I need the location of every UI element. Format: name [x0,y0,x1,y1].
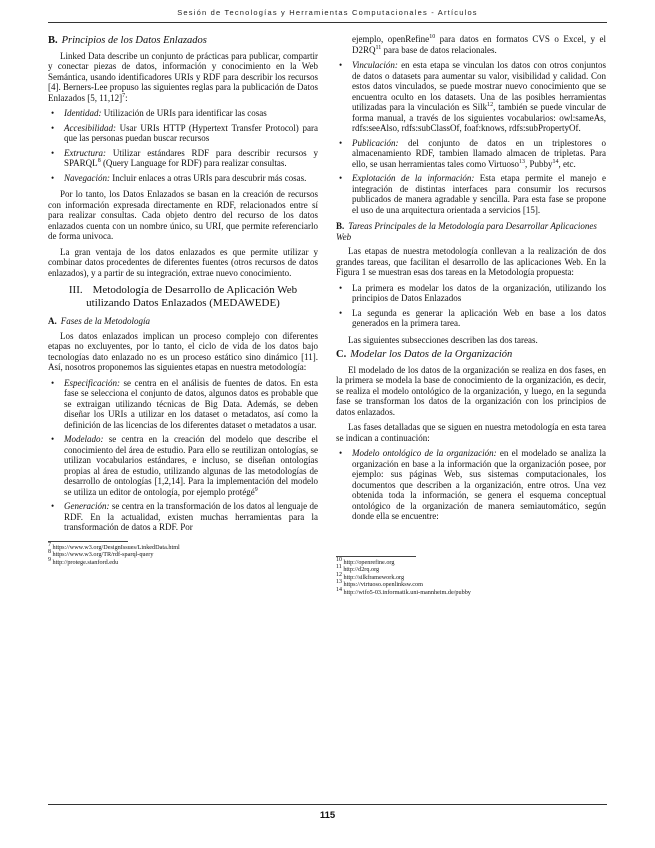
section-c-heading: C. Modelar los Datos de la Organización [336,349,513,360]
footer-rule [48,804,607,805]
running-header [48,8,607,28]
list-item: • Publicación: del conjunto de datos en un triplestores o almacenamiento RDF, tambien llamado almacen de tripletas. Para ello, se usan herramientas tales como Virtuoso$^{13}$, Pubby$^{14}$, etc. [339,137,606,169]
list-item: • Accesibilidad: Usar URIs HTTP (Hypertext Transfer Protocol) para que las personas puedan buscar recursos [51,122,318,143]
list-item: • Modelado: se centra en la creación del modelo que describe el conocimiento del área de estudio. Para ello se reutilizan ontologías, se utilizan vocabularios estándares, e incluso, se diseñan ontologías propias al área de estudio, utilizando algunas de las metodologías de desarrollo de ontologías [1,2,14]. Para la implementación del modelo se utiliza un editor de ontología, por ejemplo protégé$^9$ [51,434,318,497]
footnote: $^7$ https://www.w3.org/DesignIssues/LinkedData.html [48,541,180,551]
paragraph: Las fases detalladas que se siguen en nuestra metodología en esta tarea se indican a continuación: [336,422,606,443]
list-item: • Modelo ontológico de la organización: en el modelado se analiza la organización en base a la información que la organización posee, por ejemplo: sus páginas Web, sus sistemas computacionales, los documentos que describen a la organización, entre otros. Una vez obtenida toda la información, se genera el esquema conceptual ontológico de la organización de manera semiautomático, según donde ella se encuentre: [339,448,606,521]
footnote: $^{10}$ http://openrefine.org [336,556,395,566]
paragraph: Las etapas de nuestra metodología conllevan a la realización de dos grandes tareas, que facilitan el desarrollo de las aplicaciones Web. En la Figura 1 se muestran esas dos tareas en la Metodología propuesta: [336,246,606,277]
paragraph: Por lo tanto, los Datos Enlazados se basan en la creación de recursos con información expresada directamente en RDF, relacionados entre sí para realizar consultas. Cada objeto dentro del recurso de los datos enlazados cuenta con un nombre único, su URI, que permite referenciarlo de forma univoca. [48,189,318,241]
footnote: $^8$ https://www.w3.org/TR/rdf-sparql-query [48,549,154,559]
section-a-heading: A. Fases de la Metodología [48,316,150,326]
phases-list-continued [336,60,606,215]
list-item: • La segunda es generar la aplicación Web en base a los datos generados en la primera tarea. [339,307,606,328]
footnote: $^{12}$ http://silkframework.org [336,571,405,581]
footnote-rule [336,556,416,557]
header-text: Sesión de Tecnologías y Herramientas Computacionales - Artículos [177,8,478,17]
section-iii-heading: III. Metodología de Desarrollo de Aplicación Web utilizando Datos Enlazados (MEDAWEDE) [68,284,298,309]
paragraph: El modelado de los datos de la organización se realiza en dos fases, en la primera se modela la base de conocimiento de la organización, es decir, se realiza el modelo ontológico de la organización, y luego, en la segunda fase se transforman los datos de la organización con los principios de datos enlazados. [336,364,606,417]
right-column [336,34,606,596]
footnote-rule [48,541,128,542]
section-b2-heading: B. Tareas Principales de la Metodología para Desarrollar Aplicaciones Web [336,221,597,242]
continued-text: ejemplo, openRefine$^{10}$ para datos en formatos CVS o Excel, y el D2RQ$^{11}$ para base de datos relacionales. [352,34,606,55]
model-list [336,448,606,522]
paragraph: Las siguientes subsecciones describen las dos tareas. [348,334,538,345]
rules-list [48,108,318,183]
list-item: • Identidad: Utilización de URIs para identificar las cosas [51,108,267,118]
list-item: • Navegación: Incluir enlaces a otras URIs para descubrir más cosas. [51,172,307,183]
paragraph: Linked Data describe un conjunto de prácticas para publicar, compartir y conectar piezas de datos, información y conocimiento en la Web Semántica, usando identificadores URIs y RDF para describir los recursos [4]. Berners-Lee propuso las siguientes reglas para la publicación de Datos Enlazados [5, 11,12]$^7$: [48,50,318,103]
footnote: $^{13}$ https://virtuoso.openlinksw.com [336,579,423,589]
paragraph: Los datos enlazados implican un proceso complejo con diferentes etapas no excluyentes, por lo tanto, el ciclo de vida de los datos bajo tecnologías dato enlazado no es un proceso estático sino dinámico [11]. Así, nosotros proponemos las siguientes etapas en nuestra metodología: [48,330,318,372]
footnote: $^9$ http://protege.stanford.edu [48,556,119,566]
phases-list [48,378,318,533]
left-column [48,34,318,566]
tasks-list [336,283,606,329]
list-item: • Especificación: se centra en el análisis de fuentes de datos. En esta fase se selecciona el conjunto de datos, algunos datos es probable que se extraigan utilizando técnicas de Big Data. Además, se deben diseñar los URIs a utilizar en los dataset o metadatos, así como la definición de las licencias de los diferentes dataset o metadatos a usar. [51,377,318,430]
list-item: • Vinculación: en esta etapa se vinculan los datos con otros conjuntos de datos o datasets para aumentar su valor, visibilidad y calidad. Con estos datos vinculados, se puede mostrar nuevo conocimiento que se encuentra oculto en los datasets. Una de las posibles herramientas utilizadas para la vinculación es Silk$^{12}$, también se puede vincular de forma manual, a través de los siguientes vocabularios: owl:sameAs, rdfs:seeAlso, rdfs:subClassOf, foaf:knows, rdfs:subPropertyOf. [339,60,606,133]
list-item: • La primera es modelar los datos de la organización, utilizando los principios de Datos Enlazados [339,282,606,303]
footnote: $^{14}$ http://wifo5-03.informatik.uni-mannheim.de/pubby [336,586,471,596]
section-b-heading: B. Principios de los Datos Enlazados [48,35,207,46]
list-item: • Extructura: Utilizar estándares RDF para describir recursos y SPARQL$^8$ (Query Language for RDF) para realizar consultas. [51,147,318,168]
list-item: • Generación: se centra en la transformación de los datos al lenguaje de RDF. En la actualidad, existen muchas herramientas para la transformación de datos a RDF. Por [51,501,318,532]
list-item: • Explotación de la información: Esta etapa permite el manejo e integración de distintas interfaces para consumir los recursos publicados de manera agradable y sencilla. Para esta fase se propone el uso de una arquitectura orientada a servicios [15]. [339,173,606,215]
header-rule [48,22,607,23]
paragraph: La gran ventaja de los datos enlazados es que permite utilizar y combinar datos procedentes de diferentes fuentes (otros recursos de datos enlazados), y a partir de su integración, extrae nuevo conocimiento. [48,246,318,278]
page-number: 115 [319,810,336,821]
footnote: $^{11}$ http://d2rq.org [336,564,380,574]
